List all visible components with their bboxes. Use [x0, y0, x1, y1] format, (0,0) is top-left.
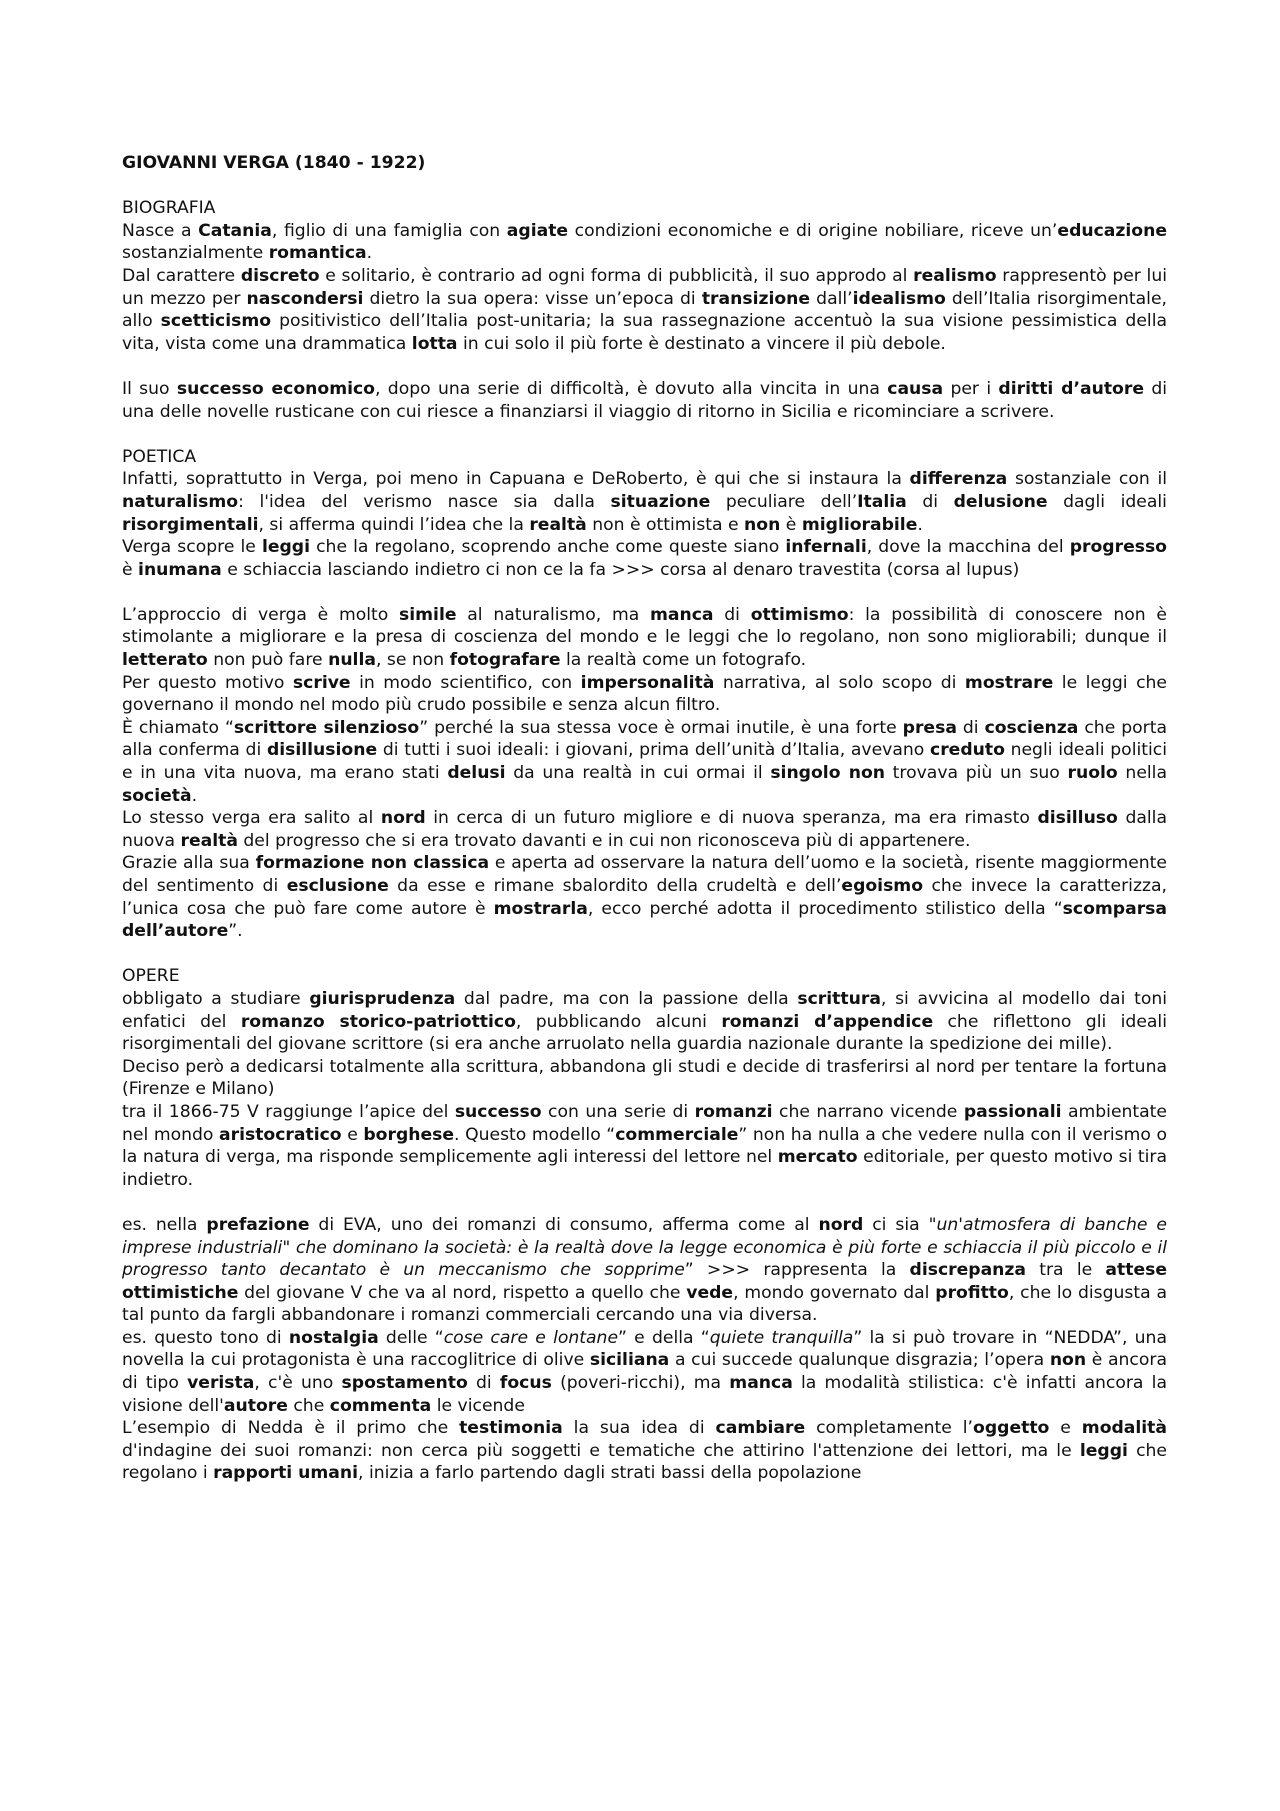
text-run: trovava più un suo: [884, 763, 1068, 784]
text-run: ” >>> rappresenta la: [684, 1260, 910, 1281]
text-run: di: [906, 491, 954, 512]
bold-run: manca: [649, 604, 714, 625]
text-run: dal padre, ma con la passione della: [455, 988, 798, 1009]
spacer: [122, 423, 1167, 446]
bold-run: nord: [380, 808, 426, 829]
bold-run: oggetto: [973, 1418, 1050, 1439]
text-run: , che lo disgusta a tal punto da fargli abbandonare i romanzi commerciali cercando una via diversa.: [122, 1282, 1168, 1326]
bold-run: modalità: [1081, 1418, 1167, 1439]
text-run: non può fare: [207, 650, 329, 671]
text-run: Grazie alla sua: [122, 853, 256, 874]
bold-run: successo: [454, 1101, 542, 1122]
spacer: [122, 943, 1167, 966]
text-run: di una delle novelle rusticane con cui riesce a finanziarsi il viaggio di ritorno in Sicilia e ricominciare a scrivere.: [122, 378, 1167, 422]
bold-run: successo economico: [176, 378, 375, 399]
bold-run: naturalismo: [122, 491, 239, 512]
text-run: , si avvicina al modello dai toni enfatici del: [122, 988, 1167, 1032]
bold-run: verista: [187, 1373, 255, 1394]
bold-run: ottimismo: [750, 604, 849, 625]
bold-run: inumana: [138, 559, 222, 580]
bold-run: delusi: [447, 763, 506, 784]
text-run: es. nella: [122, 1214, 207, 1235]
text-run: che: [287, 1395, 330, 1416]
text-run: non è ottimista e: [586, 514, 745, 535]
bold-run: singolo non: [770, 763, 885, 784]
bold-run: mostrarla: [493, 898, 588, 919]
bold-run: romanzi: [694, 1101, 773, 1122]
bold-run: nascondersi: [246, 288, 364, 309]
text-run: al naturalismo, ma: [456, 604, 650, 625]
bold-run: romantica: [268, 243, 367, 264]
bold-run: commerciale: [615, 1124, 739, 1145]
text-run: Per questo motivo: [122, 672, 293, 693]
text-run: Nasce a: [122, 220, 199, 241]
paragraph: [122, 1056, 1167, 1101]
bold-run: discreto: [240, 265, 320, 286]
bold-run: realtà: [180, 830, 238, 851]
text-run: ”.: [228, 921, 243, 942]
bold-run: causa: [887, 378, 944, 399]
bold-run: autore: [223, 1395, 288, 1416]
text-run: è: [122, 559, 139, 580]
text-run: del progresso che si era trovato davanti e in cui non riconosceva più di appartenere.: [237, 830, 971, 851]
paragraph: [122, 220, 1167, 265]
section-body-poetica: [122, 468, 1167, 942]
text-run: Il suo: [122, 378, 177, 399]
section-body-opere: [122, 988, 1167, 1485]
bold-run: spostamento: [341, 1373, 468, 1394]
paragraph: [122, 536, 1167, 581]
text-run: e: [1049, 1418, 1082, 1439]
text-run: Lo stesso verga era salito al: [122, 808, 381, 829]
paragraph: [122, 717, 1167, 807]
bold-run: agiate: [506, 220, 569, 241]
bold-run: disillusione: [266, 740, 378, 761]
paragraph: [122, 265, 1167, 355]
text-run: , si afferma quindi l’idea che la: [258, 514, 530, 535]
bold-run: mostrare: [964, 672, 1054, 693]
bold-run: ruolo: [1067, 763, 1118, 784]
text-run: es. questo tono di: [122, 1327, 289, 1348]
bold-run: creduto: [930, 740, 1005, 761]
text-run: ” perché la sua stessa voce è ormai inutile, è una forte: [419, 717, 903, 738]
text-run: , c'è uno: [254, 1373, 342, 1394]
text-run: ": [282, 1237, 296, 1258]
text-run: , se non: [375, 650, 450, 671]
bold-run: siciliana: [589, 1350, 670, 1371]
text-run: la realtà come un fotografo.: [560, 650, 807, 671]
text-run: , dopo una serie di difficoltà, è dovuto alla vincita in una: [375, 378, 888, 399]
bold-run: romanzo storico-patriottico: [240, 1011, 516, 1032]
paragraph-spacer: [122, 581, 1167, 604]
bold-run: non: [1049, 1350, 1087, 1371]
text-run: la modalità stilistica: c'è infatti ancora la visione dell': [122, 1373, 1167, 1416]
text-run: : la possibilità di conoscere non è stimolante a migliorare e la presa di coscienza del mondo e le leggi che lo regolano, non sono migliorabili; dunque il: [122, 604, 1167, 648]
paragraph: [122, 378, 1167, 423]
paragraph-spacer: [122, 355, 1167, 378]
bold-run: impersonalità: [580, 672, 715, 693]
bold-run: simile: [399, 604, 457, 625]
italic-run: che dominano la società: è la realtà dove la legge economica è più forte e schiaccia il più piccolo e il progresso tanto decantato è un meccanismo che sopprime: [122, 1237, 1168, 1281]
bold-run: delusione: [953, 491, 1048, 512]
text-run: obbligato a studiare: [122, 988, 310, 1009]
italic-run: cose care e lontane: [443, 1327, 619, 1348]
text-run: e schiaccia lasciando indietro ci non ce la fa >>> corsa al denaro travestita (corsa al lupus): [221, 559, 1020, 580]
bold-run: lotta: [411, 333, 458, 354]
text-run: a cui succede qualunque disgrazia; l’opera: [669, 1350, 1050, 1371]
text-run: : l'idea del verismo nasce sia dalla: [238, 491, 611, 512]
text-run: L’approccio di verga è molto: [122, 604, 400, 625]
bold-run: profitto: [935, 1282, 1009, 1303]
text-run: per i: [943, 378, 999, 399]
bold-run: realtà: [529, 514, 587, 535]
section-opere: [122, 965, 1167, 1485]
bold-run: situazione: [610, 491, 711, 512]
bold-run: leggi: [261, 537, 310, 558]
bold-run: esclusione: [286, 876, 389, 896]
text-run: .: [191, 785, 198, 806]
section-poetica: [122, 446, 1167, 943]
text-run: da una realtà in cui ormai il: [505, 763, 771, 784]
bold-run: scrittura: [797, 988, 881, 1009]
text-run: ” la si può trovare in “NEDDA”, una novella la cui protagonista è una raccoglitrice di olive: [122, 1327, 1167, 1371]
text-run: ambientate nel mondo: [122, 1101, 1167, 1145]
text-run: di: [467, 1373, 500, 1394]
bold-run: egoismo: [841, 876, 924, 896]
bold-run: letterato: [122, 650, 208, 671]
document-page: [122, 152, 1167, 1485]
text-run: condizioni economiche e di origine nobiliare, riceve un’: [568, 220, 1058, 241]
section-heading-poetica: POETICA: [122, 446, 197, 467]
text-run: È chiamato “: [122, 717, 234, 738]
text-run: dall’: [810, 288, 853, 309]
text-run: in modo scientifico, con: [350, 672, 581, 693]
bold-run: scrive: [292, 672, 351, 693]
bold-run: prefazione: [206, 1214, 310, 1235]
text-run: da esse e rimane sbalordito della crudeltà e dell’: [388, 876, 842, 896]
bold-run: società: [122, 785, 192, 806]
text-run: dietro la sua opera: visse un’epoca di: [363, 288, 702, 309]
paragraph: [122, 1417, 1167, 1485]
section-heading-opere: OPERE: [122, 966, 180, 987]
paragraph: [122, 604, 1167, 672]
text-run: le vicende: [431, 1395, 525, 1416]
bold-run: scomparsa dell’autore: [122, 898, 1167, 942]
document-title: GIOVANNI VERGA (1840 - 1922): [122, 153, 426, 173]
text-run: dalla nuova: [122, 808, 1167, 851]
bold-run: borghese: [363, 1124, 455, 1145]
text-run: Deciso però a dedicarsi totalmente alla scrittura, abbandona gli studi e decide di trasferirsi al nord per tentare la fortuna (Firenze e Milano): [122, 1056, 1167, 1100]
text-run: , pubblicando alcuni: [515, 1011, 722, 1032]
paragraph: [122, 807, 1167, 852]
text-run: rappresentò per lui un mezzo per: [122, 265, 1167, 309]
text-run: che porta alla conferma di: [122, 717, 1168, 761]
bold-run: infernali: [785, 537, 867, 558]
bold-run: Catania: [198, 220, 272, 241]
bold-run: transizione: [701, 288, 811, 309]
text-run: . Questo modello “: [454, 1124, 616, 1145]
text-run: positivistico dell’Italia post-unitaria; la sua rassegnazione accentuò la sua visione pessimistica della vita, vista come una drammatica: [122, 311, 1167, 354]
bold-run: cambiare: [715, 1418, 806, 1439]
bold-run: formazione non classica: [255, 853, 490, 874]
paragraph: [122, 988, 1167, 1056]
paragraph: [122, 1327, 1167, 1417]
text-run: editoriale, per questo motivo si tira indietro.: [122, 1147, 1167, 1190]
text-run: dell’Italia risorgimentale, allo: [122, 288, 1167, 332]
text-run: e aperta ad osservare la natura dell’uomo e la società, risente maggiormente del sentimento di: [122, 853, 1168, 896]
text-run: ” e della “: [618, 1327, 710, 1348]
text-run: che invece la caratterizza, l’unica cosa che può fare come autore è: [122, 876, 1167, 919]
bold-run: mercato: [777, 1147, 858, 1168]
text-run: in cui solo il più forte è destinato a vincere il più debole.: [457, 333, 946, 354]
bold-run: differenza: [909, 469, 1008, 490]
text-run: tra le: [1026, 1260, 1106, 1281]
text-run: , inizia a farlo partendo dagli strati bassi della popolazione: [358, 1463, 862, 1484]
bold-run: nord: [818, 1214, 864, 1235]
text-run: con una serie di: [541, 1101, 695, 1122]
text-run: le leggi che governano il mondo nel modo più crudo possibile e senza alcun filtro.: [122, 672, 1167, 716]
italic-run: un'atmosfera di banche e imprese industriali: [122, 1214, 1167, 1258]
text-run: che narrano vicende: [772, 1101, 964, 1122]
text-run: .: [917, 514, 923, 535]
text-run: è ancora di tipo: [122, 1350, 1167, 1394]
bold-run: nulla: [328, 650, 376, 671]
bold-run: giurisprudenza: [309, 988, 456, 1009]
text-run: la sua idea di: [562, 1418, 716, 1439]
text-run: di tutti i suoi ideali: i giovani, prima dell’unità d’Italia, avevano: [377, 740, 930, 761]
bold-run: coscienza: [984, 717, 1079, 738]
text-run: nella: [1117, 763, 1167, 784]
text-run: sostanziale con il: [1007, 469, 1167, 490]
bold-run: scetticismo: [160, 311, 272, 332]
text-run: che regolano i: [122, 1440, 1167, 1484]
bold-run: educazione: [1057, 220, 1167, 241]
bold-run: disilluso: [1037, 808, 1118, 829]
paragraph: [122, 468, 1167, 536]
text-run: , mondo governato dal: [733, 1282, 936, 1303]
bold-run: romanzi d’appendice: [721, 1011, 934, 1032]
text-run: Dal carattere: [122, 265, 241, 286]
bold-run: rapporti umani: [213, 1463, 359, 1484]
text-run: , ecco perché adotta il procedimento stilistico della “: [587, 898, 1063, 919]
section-biografia: [122, 197, 1167, 423]
text-run: e solitario, è contrario ad ogni forma di pubblicità, il suo approdo al: [319, 265, 914, 286]
bold-run: scrittore silenzioso: [233, 717, 420, 738]
text-run: di EVA, uno dei romanzi di consumo, afferma come al: [309, 1214, 819, 1235]
paragraph: [122, 852, 1167, 942]
text-run: che la regolano, scoprendo anche come queste siano: [310, 537, 786, 558]
text-run: di: [713, 604, 751, 625]
bold-run: discrepanza: [909, 1260, 1027, 1281]
bold-run: vede: [686, 1282, 734, 1303]
bold-run: nostalgia: [288, 1327, 379, 1348]
text-run: .: [366, 243, 373, 264]
text-run: peculiare dell’: [710, 491, 858, 512]
text-run: ” non ha nulla a che vedere nulla con il verismo o la natura di verga, ma risponde semplicemente agli interessi del lettore nel: [122, 1124, 1167, 1168]
spacer: [122, 175, 1167, 198]
bold-run: progresso: [1069, 537, 1167, 558]
text-run: d'indagine dei suoi romanzi: non cerca più soggetti e tematiche che attirino l'attenzione dei lettori, ma le: [122, 1440, 1080, 1461]
italic-run: quiete tranquilla: [709, 1327, 854, 1348]
bold-run: risorgimentali: [122, 514, 259, 535]
text-run: di: [956, 717, 985, 738]
text-run: , dove la macchina del: [866, 537, 1070, 558]
text-run: e: [341, 1124, 364, 1145]
text-run: completamente l’: [805, 1418, 974, 1439]
bold-run: diritti d’autore: [998, 378, 1144, 399]
bold-run: commenta: [329, 1395, 432, 1416]
text-run: dagli ideali: [1047, 491, 1167, 512]
bold-run: fotografare: [449, 650, 561, 671]
text-run: tra il 1866-75 V raggiunge l’apice del: [122, 1101, 455, 1122]
text-run: (poveri-ricchi), ma: [551, 1373, 730, 1394]
bold-run: migliorabile: [801, 514, 918, 535]
text-run: Infatti, soprattutto in Verga, poi meno in Capuana e DeRoberto, è qui che si instaura la: [122, 469, 910, 490]
text-run: in cerca di un futuro migliore e di nuova speranza, ma era rimasto: [425, 808, 1038, 829]
text-run: delle “: [378, 1327, 444, 1348]
text-run: è: [780, 514, 802, 535]
text-run: negli ideali politici e in una vita nuova, ma erano stati: [122, 740, 1167, 784]
bold-run: testimonia: [459, 1418, 563, 1439]
bold-run: attese ottimistiche: [122, 1260, 1167, 1303]
paragraph-spacer: [122, 1191, 1167, 1214]
bold-run: passionali: [963, 1101, 1062, 1122]
bold-run: realismo: [913, 265, 997, 286]
bold-run: presa: [902, 717, 957, 738]
paragraph: [122, 1101, 1167, 1191]
bold-run: idealismo: [852, 288, 946, 309]
bold-run: Italia: [857, 491, 907, 512]
section-body-biografia: [122, 220, 1167, 423]
paragraph: [122, 672, 1167, 717]
paragraph: [122, 1214, 1167, 1327]
text-run: del giovane V che va al nord, rispetto a quello che: [238, 1282, 687, 1303]
section-heading-biografia: BIOGRAFIA: [122, 198, 216, 219]
bold-run: focus: [499, 1373, 552, 1394]
text-run: Verga scopre le: [122, 537, 262, 558]
bold-run: non: [744, 514, 781, 535]
bold-run: aristocratico: [219, 1124, 342, 1145]
text-run: , figlio di una famiglia con: [271, 220, 507, 241]
text-run: narrativa, al solo scopo di: [714, 672, 965, 693]
bold-run: manca: [729, 1373, 793, 1394]
text-run: sostanzialmente: [122, 243, 269, 264]
text-run: L’esempio di Nedda è il primo che: [122, 1418, 460, 1439]
text-run: che riflettono gli ideali risorgimentali del giovane scrittore (si era anche arruolato nella guardia nazionale durante la spedizione dei mille).: [122, 1011, 1167, 1055]
bold-run: leggi: [1079, 1440, 1128, 1461]
text-run: ci sia ": [863, 1214, 937, 1235]
